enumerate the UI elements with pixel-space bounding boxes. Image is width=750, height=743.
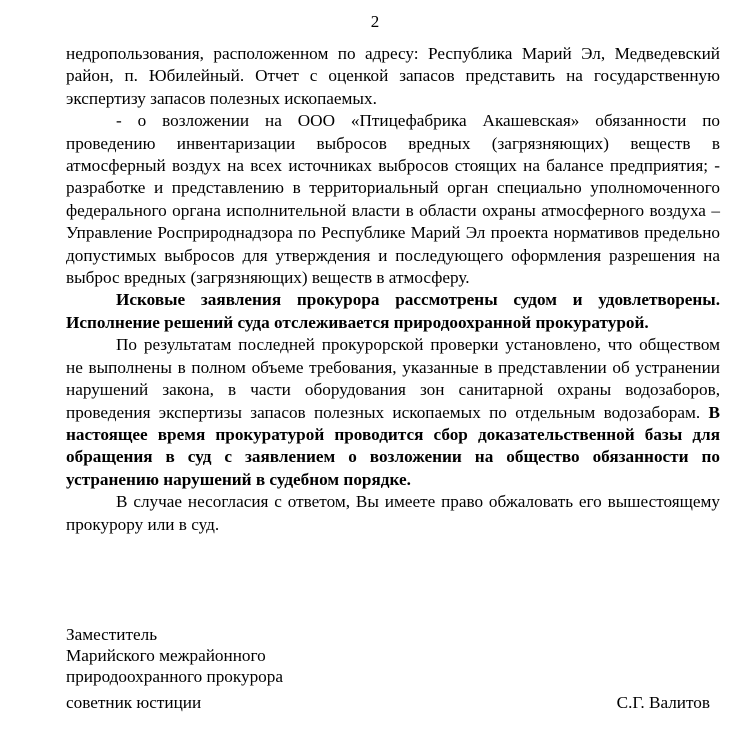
paragraph-3-bold: Исковые заявления прокурора рассмотрены судом и удовлетворены. Исполнение решений суда отслеживается природоохранной прокуратурой. bbox=[66, 290, 720, 332]
signature-name: С.Г. Валитов bbox=[616, 693, 710, 712]
signature-title-line-2: Марийского межрайонного bbox=[66, 646, 266, 665]
paragraph-4-bold: В настоящее время прокуратурой проводится сбор доказательственной базы для обращения в суд с заявлением о возложении на общество обязанности по устранению нарушений в судебном порядке. bbox=[66, 402, 721, 489]
signature-title-line-1: Заместитель bbox=[66, 625, 158, 644]
paragraph-4-regular: По результатам последней прокурорской проверки установлено, что обществом не выполнены в полном объеме требования, указанные в представлении об устранении нарушений закона, в части оборудования зон санитарной охраны водозаборов, проведения экспертизы запасов полезных ископаемых по отдельным водозаборам. bbox=[66, 335, 720, 422]
signature-rank: советник юстиции bbox=[66, 693, 202, 712]
paragraph-4 bbox=[66, 334, 720, 491]
signature-title-block bbox=[66, 624, 720, 687]
signature-title-line-3: природоохранного прокурора bbox=[66, 667, 283, 686]
paragraph-2: - о возложении на ООО «Птицефабрика Акашевская» обязанности по проведению инвентаризации выбросов вредных (загрязняющих) веществ в атмосферный воздух на всех источниках выбросов стоящих на балансе предприятия; - разработке и представлению в территориальный орган специально уполномоченного федерального органа исполнительной власти в области охраны атмосферного воздуха – Управление Росприроднадзора по Республике Марий Эл проекта нормативов предельно допустимых выбросов для утверждения и последующего оформления разрешения на выброс вредных (загрязняющих) веществ в атмосферу. bbox=[66, 111, 720, 288]
paragraph-1: недропользования, расположенном по адресу: Республика Марий Эл, Медведевский район, п. Юбилейный. Отчет с оценкой запасов представить на государственную экспертизу запасов полезных ископаемых. bbox=[66, 44, 720, 108]
page-number: 2 bbox=[370, 12, 380, 31]
paragraph-5: В случае несогласия с ответом, Вы имеете право обжаловать его вышестоящему прокурору или в суд. bbox=[66, 492, 720, 534]
letter-body bbox=[66, 43, 720, 536]
